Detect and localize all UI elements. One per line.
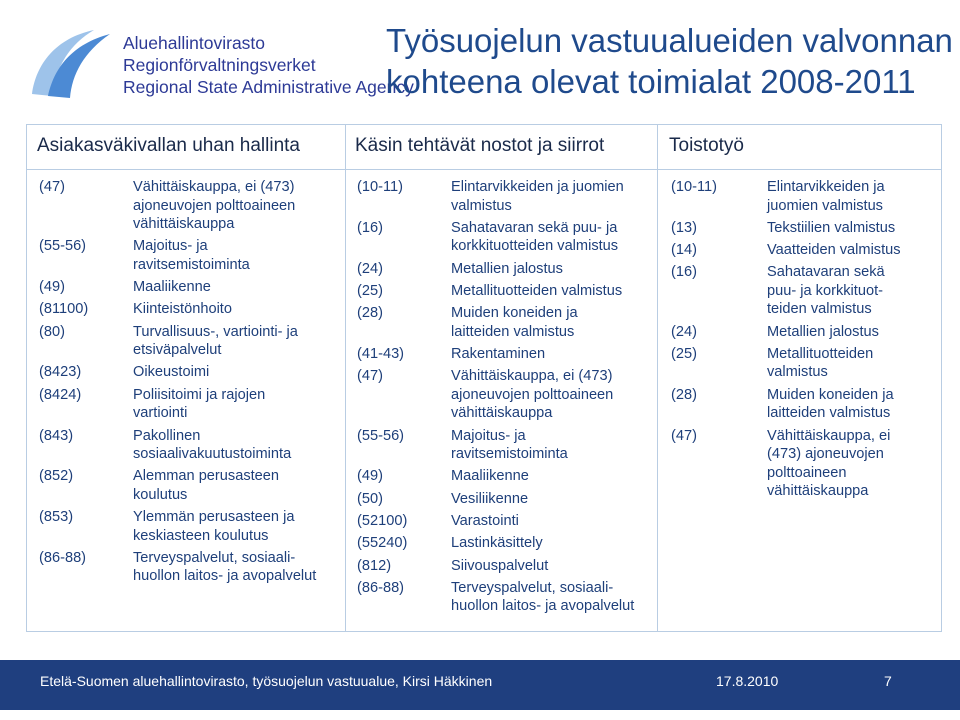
industry-code: (55-56) bbox=[357, 427, 405, 444]
column-divider bbox=[345, 125, 346, 631]
logo-swoosh-icon bbox=[26, 24, 118, 104]
industry-code: (41-43) bbox=[357, 345, 405, 362]
list-item bbox=[671, 386, 937, 423]
industry-code: (16) bbox=[357, 219, 383, 236]
industry-code: (52100) bbox=[357, 512, 408, 529]
list-item bbox=[357, 467, 653, 486]
industry-code: (24) bbox=[357, 260, 383, 277]
list-item bbox=[671, 241, 937, 260]
footer-text: Etelä-Suomen aluehallintovirasto, työsuojelun vastuualue, Kirsi Häkkinen bbox=[40, 673, 493, 689]
industry-code: (852) bbox=[39, 468, 74, 485]
industry-code: (49) bbox=[357, 468, 383, 485]
list-item bbox=[357, 282, 653, 301]
list-item bbox=[357, 490, 653, 509]
column-repetitive-list bbox=[671, 178, 937, 504]
page-number: 7 bbox=[884, 673, 892, 689]
list-item bbox=[357, 367, 653, 423]
industry-description: Maaliikenne bbox=[133, 279, 211, 296]
list-item bbox=[357, 219, 653, 256]
title-line-2: kohteena olevat toimialat 2008-2011 bbox=[386, 63, 916, 100]
industry-code: (10-11) bbox=[671, 179, 717, 195]
industry-code: (81100) bbox=[39, 301, 89, 318]
industry-description: Rakentaminen bbox=[451, 345, 546, 362]
list-item bbox=[357, 534, 653, 553]
logo-line-fi: Aluehallintovirasto bbox=[123, 33, 266, 53]
list-item bbox=[39, 363, 339, 382]
industry-description: Majoitus- ja ravitsemistoiminta bbox=[451, 427, 568, 463]
list-item bbox=[671, 263, 937, 319]
industry-description: Vaatteiden valmistus bbox=[767, 242, 901, 259]
industry-description: Ylemmän perusasteen ja keskiasteen koulutus bbox=[133, 509, 295, 544]
list-item bbox=[671, 219, 937, 238]
industry-code: (8423) bbox=[39, 364, 82, 381]
list-item bbox=[671, 178, 937, 215]
slide-title bbox=[386, 20, 953, 102]
list-item bbox=[39, 278, 339, 297]
column-heading-repetitive: Toistotyö bbox=[669, 135, 744, 156]
list-item bbox=[39, 300, 339, 319]
industry-description: Metallien jalostus bbox=[767, 323, 879, 340]
industries-table bbox=[26, 124, 942, 632]
industry-code: (28) bbox=[357, 305, 383, 322]
agency-logo bbox=[26, 24, 414, 104]
list-item bbox=[357, 557, 653, 576]
header-divider bbox=[27, 169, 941, 170]
industry-code: (14) bbox=[671, 242, 697, 259]
industry-description: Pakollinen sosiaalivakuutustoiminta bbox=[133, 427, 292, 463]
logo-line-en: Regional State Administrative Agency bbox=[123, 77, 414, 97]
industry-code: (86-88) bbox=[39, 549, 87, 566]
industry-code: (812) bbox=[357, 557, 392, 574]
industry-description: Terveyspalvelut, sosiaali- huollon laitos- ja avopalvelut bbox=[133, 549, 317, 585]
industry-description: Metallituotteiden valmistus bbox=[451, 282, 623, 299]
industry-code: (8424) bbox=[39, 386, 82, 403]
industry-code: (843) bbox=[39, 427, 74, 444]
industry-code: (47) bbox=[39, 179, 65, 195]
industry-description: Vähittäiskauppa, ei (473) ajoneuvojen polttoaineen vähittäiskauppa bbox=[767, 427, 891, 500]
list-item bbox=[39, 427, 339, 464]
list-item bbox=[671, 323, 937, 342]
list-item bbox=[357, 304, 653, 341]
industry-code: (50) bbox=[357, 490, 383, 507]
footer-bar bbox=[0, 660, 960, 710]
title-line-1: Työsuojelun vastuualueiden valvonnan bbox=[386, 22, 953, 59]
logo-line-sv: Regionförvaltningsverket bbox=[123, 55, 316, 75]
industry-code: (55-56) bbox=[39, 238, 87, 255]
industry-description: Tekstiilien valmistus bbox=[767, 219, 896, 236]
list-item bbox=[39, 508, 339, 545]
column-violence-list bbox=[39, 178, 339, 590]
industry-code: (16) bbox=[671, 264, 697, 281]
list-item bbox=[39, 237, 339, 274]
industry-code: (24) bbox=[671, 323, 697, 340]
list-item bbox=[39, 467, 339, 504]
industry-description: Lastinkäsittely bbox=[451, 535, 543, 552]
industry-description: Maaliikenne bbox=[451, 468, 529, 485]
industry-description: Elintarvikkeiden ja juomien valmistus bbox=[451, 179, 624, 214]
industry-description: Alemman perusasteen koulutus bbox=[133, 468, 280, 503]
industry-description: Varastointi bbox=[451, 512, 519, 529]
footer-date: 17.8.2010 bbox=[716, 673, 779, 689]
industry-code: (55240) bbox=[357, 535, 408, 552]
industry-description: Sahatavaran sekä puu- ja korkkituotteiden valmistus bbox=[451, 219, 619, 255]
list-item bbox=[39, 549, 339, 586]
industry-description: Oikeustoimi bbox=[133, 364, 210, 381]
industry-description: Poliisitoimi ja rajojen vartiointi bbox=[133, 386, 266, 422]
column-lifting-list bbox=[357, 178, 653, 620]
industry-code: (13) bbox=[671, 219, 697, 236]
list-item bbox=[39, 178, 339, 234]
industry-description: Muiden koneiden ja laitteiden valmistus bbox=[451, 305, 578, 340]
industry-description: Terveyspalvelut, sosiaali- huollon laitos- ja avopalvelut bbox=[451, 579, 635, 615]
industry-description: Sahatavaran sekä puu- ja korkkituot- teiden valmistus bbox=[767, 264, 885, 318]
column-heading-violence: Asiakasväkivallan uhan hallinta bbox=[37, 135, 300, 156]
industry-description: Kiinteistönhoito bbox=[133, 301, 232, 318]
industry-description: Metallituotteiden valmistus bbox=[767, 345, 874, 381]
list-item bbox=[357, 579, 653, 616]
list-item bbox=[39, 386, 339, 423]
list-item bbox=[671, 427, 937, 501]
list-item bbox=[357, 427, 653, 464]
industry-code: (86-88) bbox=[357, 579, 405, 596]
industry-description: Siivouspalvelut bbox=[451, 557, 549, 574]
column-divider bbox=[657, 125, 658, 631]
industry-code: (25) bbox=[671, 345, 697, 362]
list-item bbox=[671, 345, 937, 382]
industry-description: Vähittäiskauppa, ei (473) ajoneuvojen polttoaineen vähittäiskauppa bbox=[133, 179, 296, 232]
industry-description: Muiden koneiden ja laitteiden valmistus bbox=[767, 386, 894, 422]
logo-text bbox=[123, 32, 414, 98]
column-heading-lifting: Käsin tehtävät nostot ja siirrot bbox=[355, 135, 605, 156]
industry-description: Metallien jalostus bbox=[451, 260, 563, 277]
list-item bbox=[357, 178, 653, 215]
industry-code: (10-11) bbox=[357, 179, 403, 195]
list-item bbox=[357, 345, 653, 364]
industry-description: Vesiliikenne bbox=[451, 490, 529, 507]
list-item bbox=[357, 260, 653, 279]
industry-code: (80) bbox=[39, 323, 65, 340]
industry-code: (49) bbox=[39, 279, 65, 296]
industry-description: Vähittäiskauppa, ei (473) ajoneuvojen polttoaineen vähittäiskauppa bbox=[451, 368, 614, 422]
industry-description: Elintarvikkeiden ja juomien valmistus bbox=[767, 179, 885, 214]
industry-description: Turvallisuus-, vartiointi- ja etsiväpalvelut bbox=[133, 323, 298, 359]
industry-description: Majoitus- ja ravitsemistoiminta bbox=[133, 238, 250, 273]
list-item bbox=[357, 512, 653, 531]
industry-code: (28) bbox=[671, 386, 697, 403]
list-item bbox=[39, 323, 339, 360]
industry-code: (25) bbox=[357, 282, 383, 299]
industry-code: (47) bbox=[357, 368, 383, 385]
industry-code: (853) bbox=[39, 509, 74, 526]
industry-code: (47) bbox=[671, 427, 697, 444]
